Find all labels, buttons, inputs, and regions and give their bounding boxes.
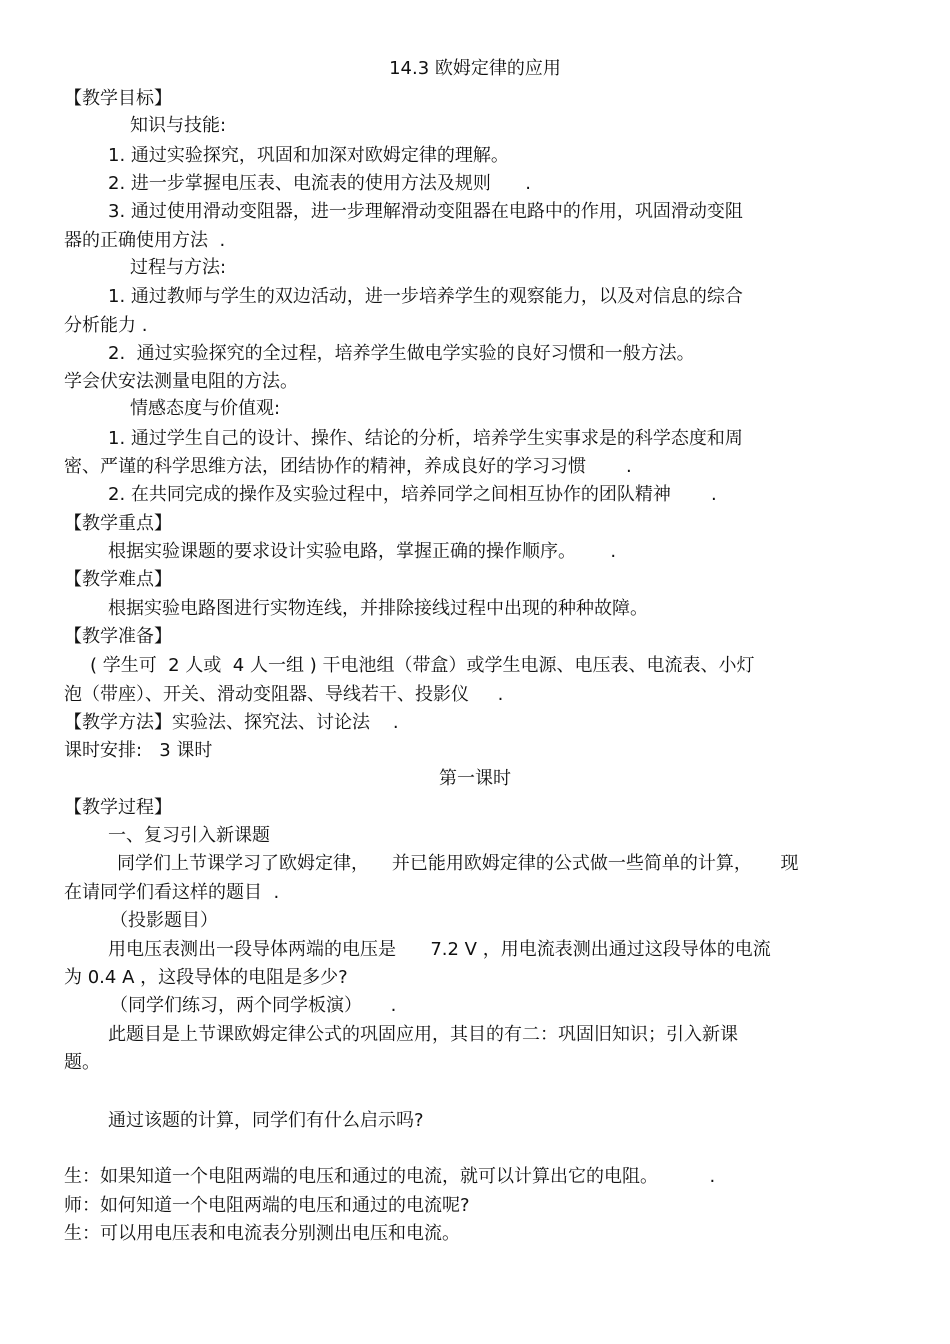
- lesson-heading: 第一课时: [439, 768, 511, 789]
- paragraph-line: 此题目是上节课欧姆定律公式的巩固应用，其目的有二：巩固旧知识；引入新课: [108, 1024, 738, 1045]
- paragraph-line: 器的正确使用方法 .: [64, 230, 226, 251]
- subsection-heading: 一、复习引入新课题: [108, 825, 270, 846]
- paragraph-line: 2. 进一步掌握电压表、电流表的使用方法及规则 .: [108, 173, 531, 194]
- subheading-knowledge: 知识与技能:: [130, 115, 227, 136]
- dialogue-line: 生：可以用电压表和电流表分别测出电压和电流。: [64, 1223, 460, 1244]
- paragraph-line: 通过该题的计算，同学们有什么启示吗?: [108, 1110, 424, 1131]
- paragraph-line: 题。: [64, 1052, 100, 1073]
- dialogue-line: 师：如何知道一个电阻两端的电压和通过的电流呢?: [64, 1195, 470, 1216]
- paragraph-line: 密、严谨的科学思维方法，团结协作的精神，养成良好的学习习惯 .: [64, 456, 632, 477]
- schedule-line: 课时安排: 3 课时: [64, 740, 213, 761]
- paragraph-line: 2. 通过实验探究的全过程，培养学生做电学实验的良好习惯和一般方法。: [108, 343, 695, 364]
- section-heading-process: 【教学过程】: [64, 797, 172, 818]
- paragraph-line: 1. 通过实验探究，巩固和加深对欧姆定律的理解。: [108, 145, 509, 166]
- paragraph-line: 1. 通过学生自己的设计、操作、结论的分析，培养学生实事求是的科学态度和周: [108, 428, 743, 449]
- section-heading-key-points: 【教学重点】: [64, 513, 172, 534]
- paragraph-line: 2. 在共同完成的操作及实验过程中，培养同学之间相互协作的团队精神 .: [108, 484, 717, 505]
- section-heading-difficulties: 【教学难点】: [64, 569, 172, 590]
- paragraph-line: 同学们上节课学习了欧姆定律， 并已能用欧姆定律的公式做一些简单的计算， 现: [117, 853, 799, 874]
- subheading-attitude: 情感态度与价值观:: [130, 398, 281, 419]
- section-heading-objectives: 【教学目标】: [64, 88, 172, 109]
- document-title: 14.3 欧姆定律的应用: [389, 58, 561, 79]
- paragraph-line: 为 0.4 A ，这段导体的电阻是多少?: [64, 967, 348, 988]
- paragraph-line: 分析能力 .: [64, 315, 148, 336]
- paragraph-line: （投影题目）: [110, 910, 218, 931]
- dialogue-line: 生：如果知道一个电阻两端的电压和通过的电流，就可以计算出它的电阻。 .: [64, 1166, 716, 1187]
- section-heading-preparation: 【教学准备】: [64, 626, 172, 647]
- section-heading-methods: 【教学方法】实验法、探究法、讨论法 .: [64, 712, 399, 733]
- paragraph-line: 用电压表测出一段导体两端的电压是 7.2 V ，用电流表测出通过这段导体的电流: [108, 939, 771, 960]
- paragraph-line: 在请同学们看这样的题目 .: [64, 882, 280, 903]
- subheading-process: 过程与方法:: [130, 257, 227, 278]
- paragraph-line: （同学们练习，两个同学板演） .: [110, 995, 397, 1016]
- paragraph-line: 根据实验课题的要求设计实验电路，掌握正确的操作顺序。 .: [108, 541, 617, 562]
- paragraph-line: ( 学生可 2 人或 4 人一组 ) 干电池组（带盒）或学生电源、电压表、电流表、小灯: [90, 655, 755, 676]
- paragraph-line: 3. 通过使用滑动变阻器，进一步理解滑动变阻器在电路中的作用，巩固滑动变阻: [108, 201, 743, 222]
- paragraph-line: 泡（带座）、开关、滑动变阻器、导线若干、投影仪 .: [64, 684, 504, 705]
- paragraph-line: 学会伏安法测量电阻的方法。: [64, 371, 298, 392]
- paragraph-line: 1. 通过教师与学生的双边活动，进一步培养学生的观察能力，以及对信息的综合: [108, 286, 743, 307]
- paragraph-line: 根据实验电路图进行实物连线，并排除接线过程中出现的种种故障。: [108, 598, 648, 619]
